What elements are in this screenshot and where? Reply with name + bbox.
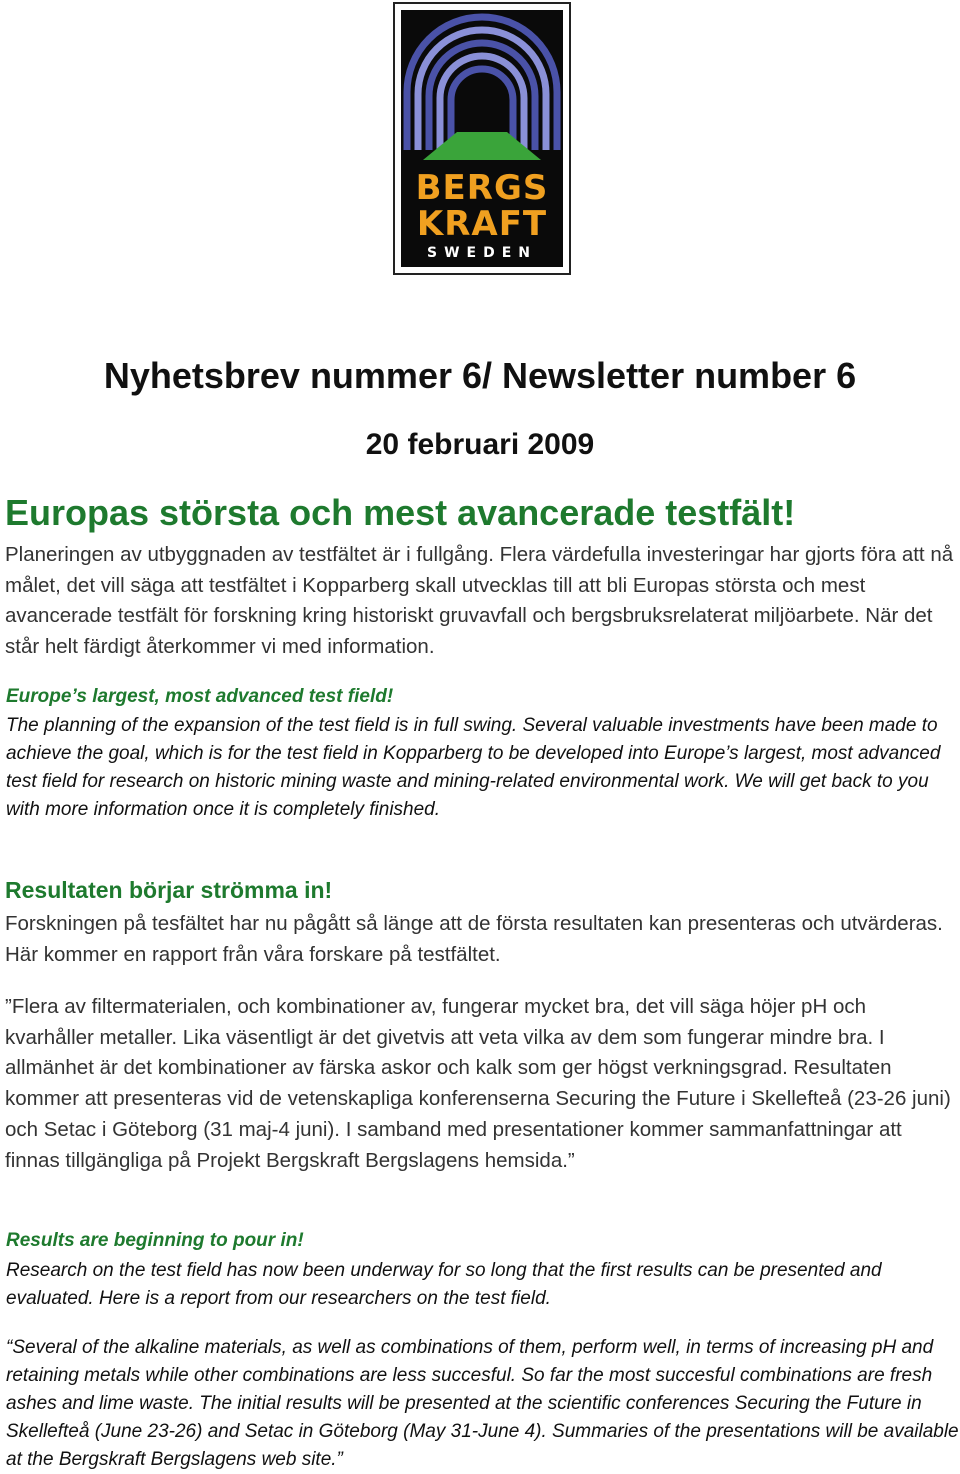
section2-heading-en: Results are beginning to pour in!: [6, 1230, 304, 1251]
section1-body-sv: Planeringen av utbyggnaden av testfältet är i fullgång. Flera värdefulla investeringar har gjorts föra att nå målet, det vill säga att testfältet i Kopparberg skall utvecklas till att bli Europas största och mest avancerade testfält för forskning kring historiskt gruvavfall och bergsbruksrelaterat miljöarbete. När det står helt färdigt återkommer vi med information.: [5, 543, 954, 659]
logo-text-kraft: KRAFT: [416, 204, 548, 244]
section2-body-sv: Forskningen på tesfältet har nu pågått så länge att de första resultaten kan presenteras och utvärderas. Här kommer en rapport från våra forskare på testfältet.: [5, 912, 943, 966]
section2-body-en: Research on the test field has now been underway for so long that the first results can be presented and evaluated. Here is a report from our researchers on the test field.: [6, 1260, 882, 1309]
logo-text-sweden: SWEDEN: [427, 245, 537, 261]
newsletter-date: 20 februari 2009: [365, 428, 595, 461]
section1-body-en: The planning of the expansion of the test field is in full swing. Several valuable investments have been made to achieve the goal, which is for the test field in Kopparberg to be developed into Europe’s largest, most advanced test field for research on historic mining waste and mining-related environmental work. We will get back to you with more information once it is completely finished.: [6, 715, 941, 820]
logo-text-bergs: BERGS: [415, 168, 549, 208]
section1-heading-sv: Europas största och mest avancerade testfält!: [5, 492, 796, 533]
section2-quote-sv: ”Flera av filtermaterialen, och kombinationer av, fungerar mycket bra, det vill säga höjer pH och kvarhåller metaller. Lika väsentligt är det givetvis att veta vilka av dem som fungerar mindre bra. I allmänhet är det kombinationer av färska askor och kalk som ger högst verkningsgrad. Resultaten kommer att presenteras vid de vetenskapliga konferenserna Securing the Future i Skellefteå (23-26 juni) och Setac i Göteborg (31 maj-4 juni). I samband med presentationer kommer sammanfattningar att finnas tillgängliga på Projekt Bergskraft Bergslagens hemsida.”: [5, 995, 951, 1172]
logo-badge: [401, 10, 563, 267]
section1-heading-en: Europe’s largest, most advanced test field!: [6, 686, 394, 707]
bergskraft-logo: [393, 2, 571, 275]
section2-heading-sv: Resultaten börjar strömma in!: [5, 877, 333, 903]
section2-quote-en: “Several of the alkaline materials, as well as combinations of them, perform well, in terms of increasing pH and retaining metals while other combinations are less succesful. So far the most succesful combinations are fresh ashes and lime waste. The initial results will be presented at the scientific conferences Securing the Future in Skellefteå (June 23-26) and Setac in Göteborg (May 31-June 4). Summaries of the presentations will be available at the Bergskraft Bergslagens web site.”: [6, 1337, 959, 1470]
newsletter-title: Nyhetsbrev nummer 6/ Newsletter number 6: [103, 355, 857, 396]
